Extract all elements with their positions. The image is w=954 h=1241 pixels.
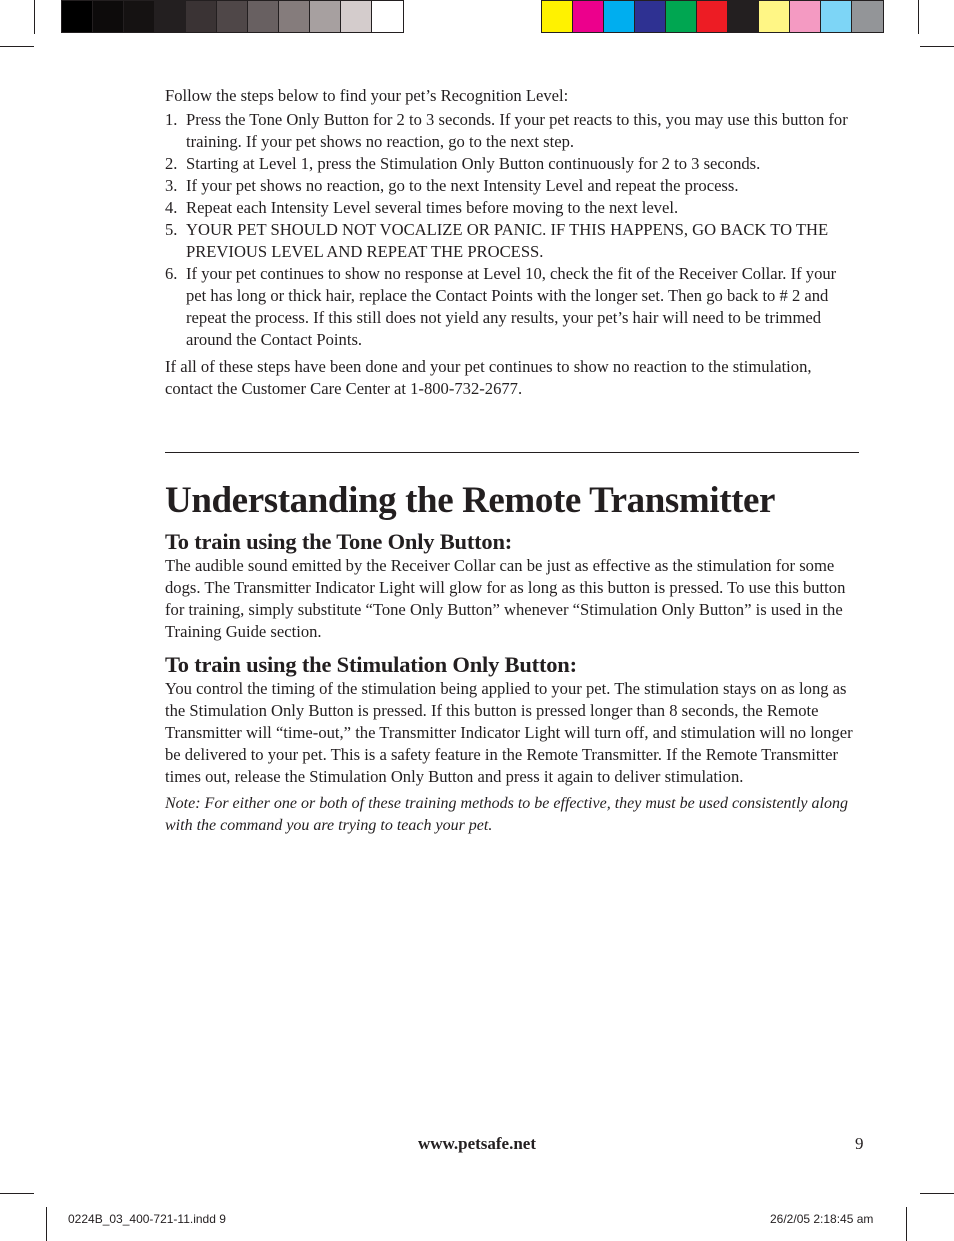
remote-transmitter-section [165, 476, 860, 837]
color-swatch [62, 1, 93, 32]
color-swatch [604, 1, 635, 32]
gray-calibration-bar [61, 0, 404, 33]
slug-filename: 0224B_03_400-721-11.indd 9 [68, 1212, 226, 1226]
crop-mark-top-left-h [0, 46, 34, 47]
list-item: 4. Repeat each Intensity Level several times before moving to the next level. [165, 198, 679, 217]
slug-timestamp: 26/2/05 2:18:45 am [770, 1212, 874, 1226]
section-divider [165, 452, 859, 453]
color-calibration-bar [541, 0, 884, 33]
color-swatch [759, 1, 790, 32]
list-item: 6. If your pet continues to show no response at Level 10, check the fit of the Receiver Collar. If your pet has long or thick hair, replace the Contact Points with the longer set. Then go back to # 2 and repeat the process. If this still does not yield any results, your pet’s hair will need to be trimmed around the Contact Points. [165, 264, 837, 349]
color-swatch [186, 1, 217, 32]
steps-list [165, 109, 860, 351]
list-item: 5. YOUR PET SHOULD NOT VOCALIZE OR PANIC. IF THIS HAPPENS, GO BACK TO THE PREVIOUS LEVEL AND REPEAT THE PROCESS. [165, 220, 829, 261]
crop-mark-top-left-v [34, 0, 35, 34]
list-item: 3. If your pet shows no reaction, go to the next Intensity Level and repeat the process. [165, 176, 739, 195]
color-swatch [93, 1, 124, 32]
list-item: 1. Press the Tone Only Button for 2 to 3 seconds. If your pet reacts to this, you may use this button for training. If your pet shows no reaction, go to the next step. [165, 110, 848, 151]
color-swatch [821, 1, 852, 32]
page-number: 9 [855, 1134, 864, 1153]
color-swatch [573, 1, 604, 32]
color-swatch [666, 1, 697, 32]
color-swatch [372, 1, 403, 32]
color-swatch [542, 1, 573, 32]
intro-lead: Follow the steps below to find your pet’s Recognition Level: [165, 86, 569, 105]
color-swatch [728, 1, 759, 32]
crop-mark-bottom-left-h [0, 1193, 34, 1194]
tone-body: The audible sound emitted by the Receiver Collar can be just as effective as the stimulation for some dogs. The Transmitter Indicator Light will glow for as long as this button is pressed. To use this button for training, simply substitute “Tone Only Button” whenever “Stimulation Only Button” is used in the Training Guide section. [165, 556, 846, 641]
color-swatch [124, 1, 155, 32]
color-swatch [697, 1, 728, 32]
footer-url: www.petsafe.net [417, 1134, 537, 1153]
color-swatch [790, 1, 821, 32]
color-swatch [217, 1, 248, 32]
crop-mark-bottom-right-v [906, 1207, 907, 1241]
section-title: Understanding the Remote Transmitter [165, 480, 776, 521]
color-swatch [341, 1, 372, 32]
stimulation-body: You control the timing of the stimulation being applied to your pet. The stimulation stays on as long as the Stimulation Only Button is pressed. If this button is pressed longer than 8 seconds, the Remote Transmitter will “time-out,” the Transmitter Indicator Light will turn off, and stimulation will no longer be delivered to your pet. This is a safety feature in the Remote Transmitter. If the Remote Transmitter times out, release the Stimulation Only Button and press it again to deliver stimulation. [165, 679, 853, 786]
crop-mark-bottom-right-h [920, 1193, 954, 1194]
recognition-level-steps [165, 85, 860, 400]
stimulation-heading: To train using the Stimulation Only Button: [165, 652, 577, 677]
color-swatch [248, 1, 279, 32]
tone-heading: To train using the Tone Only Button: [165, 529, 513, 554]
crop-mark-top-right-v [918, 0, 919, 34]
color-swatch [310, 1, 341, 32]
color-swatch [155, 1, 186, 32]
note: Note: For either one or both of these training methods to be effective, they must be used consistently along with the command you are trying to teach your pet. [165, 795, 848, 834]
color-swatch [852, 1, 883, 32]
crop-mark-bottom-left-v [46, 1207, 47, 1241]
color-swatch [279, 1, 310, 32]
intro-closing: If all of these steps have been done and your pet continues to show no reaction to the stimulation, contact the Customer Care Center at 1-800-732-2677. [165, 357, 812, 398]
color-swatch [635, 1, 666, 32]
list-item: 2. Starting at Level 1, press the Stimulation Only Button continuously for 2 to 3 seconds. [165, 154, 761, 173]
crop-mark-top-right-h [920, 46, 954, 47]
